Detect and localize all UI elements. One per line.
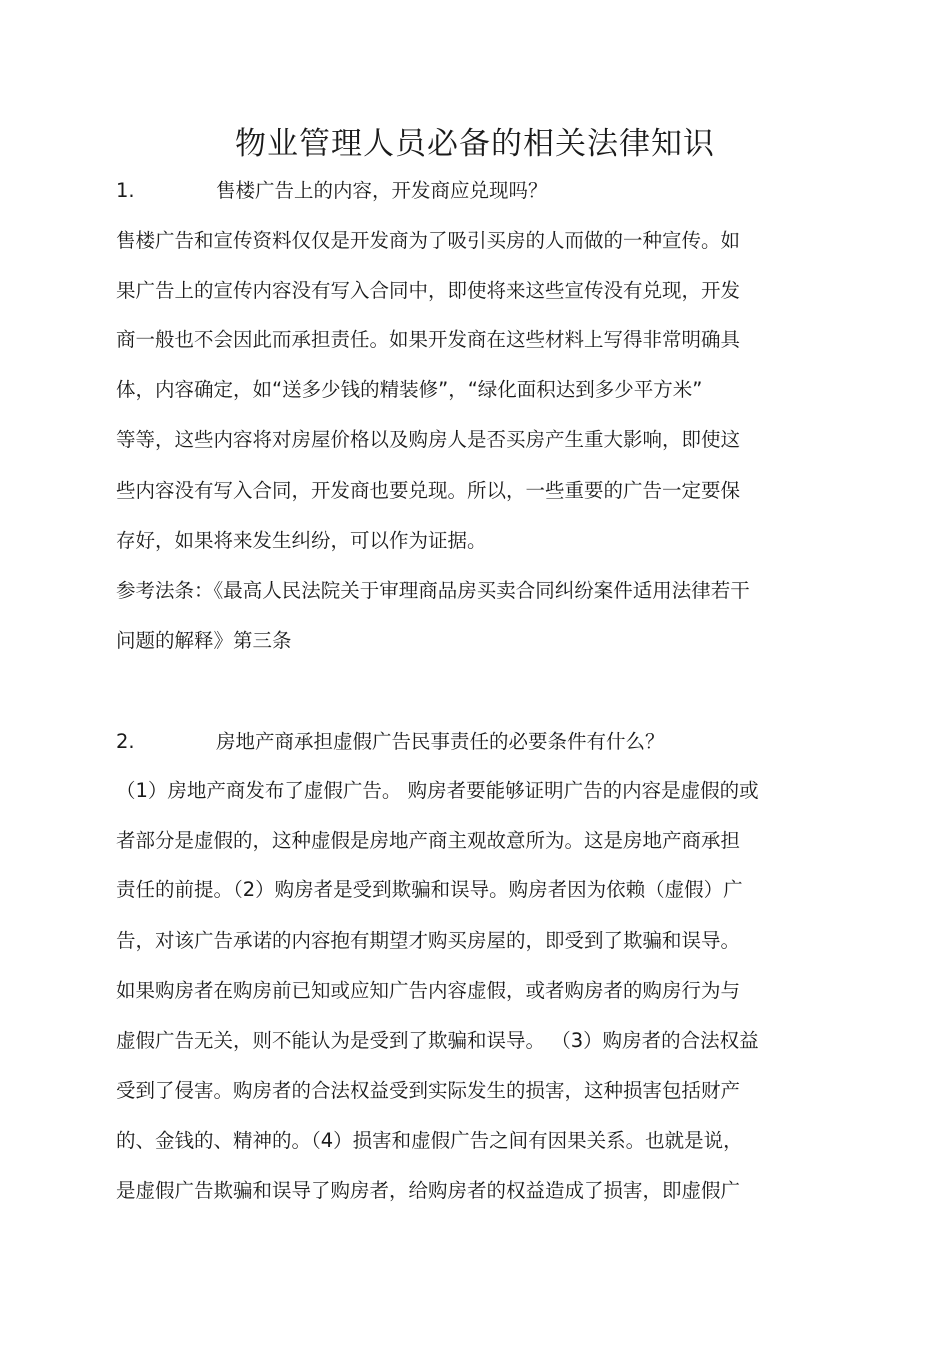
question-1-number: 1. (116, 179, 135, 202)
paragraph-line: 虚假广告无关，则不能认为是受到了欺骗和误导。 （3）购房者的合法权益 (116, 1029, 759, 1052)
paragraph-line: 商一般也不会因此而承担责任。如果开发商在这些材料上写得非常明确具 (116, 328, 741, 351)
paragraph-line: 是虚假广告欺骗和误导了购房者，给购房者的权益造成了损害，即虚假广 (116, 1179, 741, 1202)
reference-line: 问题的解释》第三条 (116, 629, 292, 652)
question-2-heading: 房地产商承担虚假广告民事责任的必要条件有什么？ (216, 730, 665, 753)
question-1-heading: 售楼广告上的内容，开发商应兑现吗？ (216, 179, 548, 202)
question-1-heading-row (116, 176, 548, 206)
paragraph-line: （1）房地产商发布了虚假广告。 购房者要能够证明广告的内容是虚假的或 (116, 779, 759, 802)
paragraph-line: 果广告上的宣传内容没有写入合同中，即使将来这些宣传没有兑现，开发 (116, 279, 741, 302)
paragraph-line: 如果购房者在购房前已知或应知广告内容虚假，或者购房者的购房行为与 (116, 979, 741, 1002)
paragraph-line: 体，内容确定，如“送多少钱的精装修”，“绿化面积达到多少平方米” (116, 378, 703, 401)
question-2-heading-row (116, 727, 665, 757)
paragraph-line: 等等，这些内容将对房屋价格以及购房人是否买房产生重大影响，即使这 (116, 428, 741, 451)
question-2-number: 2. (116, 730, 135, 753)
paragraph-line: 些内容没有写入合同，开发商也要兑现。所以，一些重要的广告一定要保 (116, 479, 741, 502)
paragraph-line: 存好，如果将来发生纠纷，可以作为证据。 (116, 529, 487, 552)
reference-line: 参考法条：《最高人民法院关于审理商品房买卖合同纠纷案件适用法律若干 (116, 579, 750, 602)
document-title: 物业管理人员必备的相关法律知识 (235, 126, 715, 162)
paragraph-line: 的、金钱的、精神的。（4）损害和虚假广告之间有因果关系。也就是说， (116, 1129, 743, 1152)
paragraph-line: 者部分是虚假的，这种虚假是房地产商主观故意所为。这是房地产商承担 (116, 829, 741, 852)
paragraph-line: 受到了侵害。购房者的合法权益受到实际发生的损害，这种损害包括财产 (116, 1079, 741, 1102)
paragraph-line: 责任的前提。（2）购房者是受到欺骗和误导。购房者因为依赖（虚假）广 (116, 878, 743, 901)
paragraph-line: 售楼广告和宣传资料仅仅是开发商为了吸引买房的人而做的一种宣传。如 (116, 229, 741, 252)
paragraph-line: 告，对该广告承诺的内容抱有期望才购买房屋的，即受到了欺骗和误导。 (116, 929, 741, 952)
